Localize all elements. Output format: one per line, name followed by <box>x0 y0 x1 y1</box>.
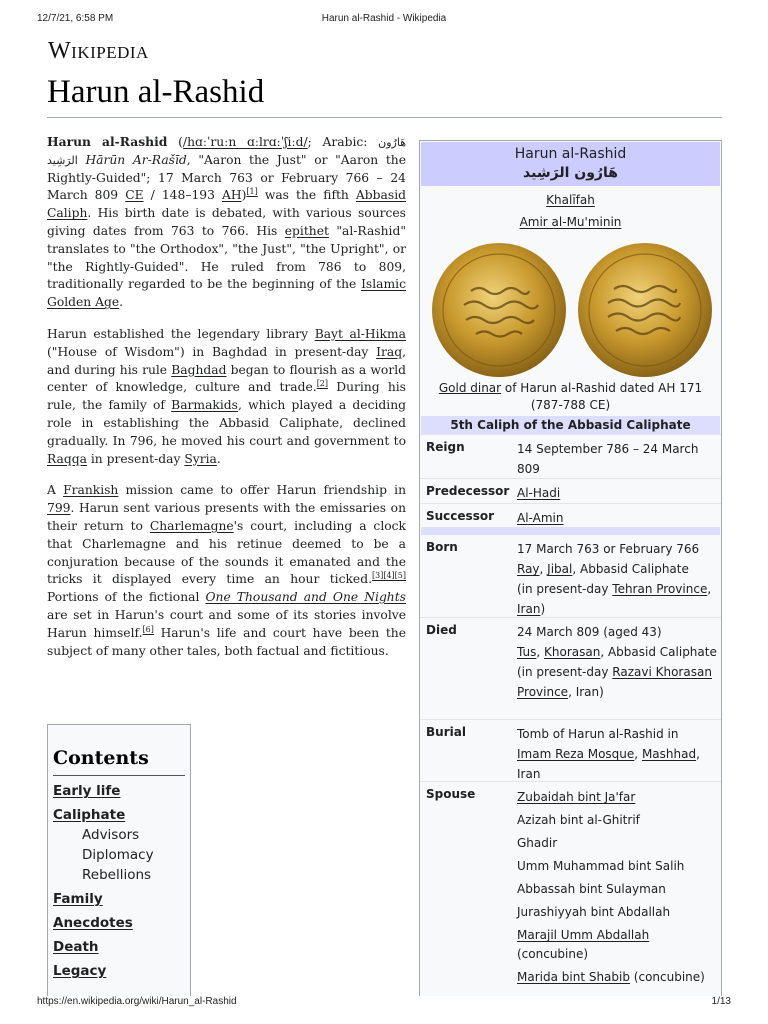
spouse-link[interactable]: Marajil Umm Abdallah <box>517 928 650 942</box>
text: Harun's life and court have been the subject of many other tales, both factual and fictitious. <box>47 625 406 658</box>
text: . <box>119 295 124 310</box>
born-date: 17 March 763 or February 766 <box>517 542 700 556</box>
title-divider <box>47 117 722 118</box>
text: ("House of Wisdom") in Baghdad in present-day <box>47 344 377 359</box>
mashhad-link[interactable]: Mashhad <box>641 747 697 761</box>
born-row <box>420 535 721 617</box>
abbasid-caliph-link[interactable]: Abbasid Caliph <box>47 188 406 221</box>
infobox-title-khalifah <box>420 193 721 207</box>
text: , which played a deciding role in establishing the Abbasid Caliphate, declined gradually. In 796, he moved his court and government to <box>47 398 406 448</box>
text: Portions of the fictional <box>47 590 206 605</box>
gold-dinar-link[interactable]: Gold dinar <box>438 381 502 395</box>
burial-row <box>420 719 721 780</box>
coin-reverse <box>578 243 712 377</box>
text: (in present-day <box>517 582 613 596</box>
toc-item-death[interactable]: Death <box>53 939 99 955</box>
golden-age-link[interactable]: Islamic Golden Age <box>47 277 406 310</box>
text: Harun established the legendary library <box>47 326 315 341</box>
successor-row <box>420 503 721 526</box>
text: ( <box>167 135 183 149</box>
text: was the fifth <box>257 188 356 203</box>
bayt-al-hikma-link[interactable]: Bayt al-Hikma <box>314 326 407 341</box>
text: ; Arabic: <box>307 135 379 149</box>
text: During his rule, the family of <box>47 380 406 413</box>
text: / 148–193 <box>143 188 222 203</box>
lead-paragraph-1 <box>47 133 406 312</box>
page-title: Harun al-Rashid <box>47 74 265 110</box>
syria-link[interactable]: Syria <box>184 451 217 466</box>
ray-link[interactable]: Ray <box>517 562 540 576</box>
ce-link[interactable]: CE <box>125 188 144 203</box>
print-url: https://en.wikipedia.org/wiki/Harun_al-Rashid <box>37 996 237 1007</box>
toc-item-family[interactable]: Family <box>53 891 103 907</box>
spouse-note: (concubine) <box>629 970 705 984</box>
text: , <box>707 582 712 596</box>
imam-reza-mosque-link[interactable]: Imam Reza Mosque <box>517 747 635 761</box>
tehran-province-link[interactable]: Tehran Province <box>612 582 708 596</box>
toc-item-anecdotes[interactable]: Anecdotes <box>53 915 133 931</box>
infobox-name: Harun al-Rashid <box>514 146 627 162</box>
burial-country: Iran <box>517 767 541 781</box>
ref-link[interactable]: [6] <box>142 624 154 634</box>
print-date: 12/7/21, 6:58 PM <box>37 13 114 24</box>
article-name: Harun al-Rashid <box>47 134 168 149</box>
spouse-label: Spouse <box>426 787 476 801</box>
text: began to flourish as a world center of knowledge, culture and trade. <box>47 362 406 395</box>
table-of-contents <box>47 724 191 996</box>
text: ) <box>241 188 247 203</box>
infobox <box>419 140 722 996</box>
raqqa-link[interactable]: Raqqa <box>47 451 87 466</box>
amir-al-muminin-link[interactable]: Amir al-Mu'minin <box>519 215 622 229</box>
text: "al-Rashid" translates to "the Orthodox", "the Just", "the Upright", or "the Rightly-Guided". He ruled from 786 to 809, traditionally regarded to be the beginning of the <box>47 223 406 292</box>
died-label: Died <box>426 623 457 637</box>
print-title: Harun al-Rashid - Wikipedia <box>321 13 447 24</box>
khalifah-link[interactable]: Khalīfah <box>546 193 595 207</box>
text: , <box>634 747 642 761</box>
spouse-name: Ghadir <box>517 836 558 850</box>
print-page-number: 1/13 <box>711 996 731 1007</box>
text: , Iran) <box>568 685 604 699</box>
text: 's court, including a clock that Charlemagne and his retinue deemed to be a conjuration because of the sounds it emanated and the tricks it displayed every time an hour ticked. <box>47 518 406 587</box>
spouse-note: (concubine) <box>517 947 589 961</box>
text: . Harun sent various presents with the emissaries on their return to <box>47 501 406 533</box>
predecessor-label: Predecessor <box>426 484 510 498</box>
tus-link[interactable]: Tus <box>517 645 537 659</box>
gold-dinar-image[interactable] <box>426 243 718 377</box>
reign-row <box>420 434 721 477</box>
coin-obverse <box>432 243 566 377</box>
burial-label: Burial <box>426 725 466 739</box>
text: in present-day <box>86 451 185 466</box>
text: ) <box>540 602 546 616</box>
baghdad-link[interactable]: Baghdad <box>171 362 227 377</box>
transliteration: Hārūn Ar-Rašīd <box>85 152 187 167</box>
wikipedia-wordmark[interactable]: Wikipedia <box>48 38 149 64</box>
frankish-link[interactable]: Frankish <box>63 483 119 498</box>
image-caption <box>424 380 717 414</box>
toc-item-early-life[interactable]: Early life <box>53 783 121 799</box>
born-label: Born <box>426 540 458 554</box>
text: A <box>47 483 64 498</box>
khorasan-link[interactable]: Khorasan <box>544 645 601 659</box>
spouse-name: Abbassah bint Sulayman <box>517 882 666 896</box>
text: , "Aaron the Just" or "Aaron the Rightly-Guided"; 17 March 763 or February 766 – 24 March 809 <box>47 152 406 203</box>
ref-link[interactable]: [1] <box>246 187 258 197</box>
ah-link[interactable]: AH <box>222 188 242 203</box>
toc-subitem-diplomacy[interactable]: Diplomacy <box>82 847 154 863</box>
text: , Abbasid Caliphate <box>600 645 717 659</box>
text: , Abbasid Caliphate <box>572 562 689 576</box>
reign-value: 14 September 786 – 24 March 809 <box>517 442 699 476</box>
successor-label: Successor <box>426 509 494 523</box>
toc-subitem-rebellions[interactable]: Rebellions <box>82 867 152 883</box>
text: , and during his rule <box>47 344 406 377</box>
ref-link[interactable]: [3][4][5] <box>372 571 406 581</box>
reign-label: Reign <box>426 440 465 454</box>
toc-item-caliphate[interactable]: Caliphate <box>53 807 126 823</box>
caliph-band: 5th Caliph of the Abbasid Caliphate <box>421 416 720 434</box>
spouse-name: Jurashiyyah bint Abdallah <box>517 905 671 919</box>
text: , <box>696 747 700 761</box>
predecessor-row <box>420 478 721 503</box>
spouse-row <box>420 781 721 996</box>
arabic-name: هَارُون الرَشِيد <box>47 136 406 167</box>
ipa-link[interactable]: /hɑːˈruːn ɑːlrɑːˈʃiːd/ <box>182 135 308 149</box>
jibal-link[interactable]: Jibal <box>547 562 573 576</box>
spouse-name: Azizah bint al-Ghitrif <box>517 813 640 827</box>
toc-item-legacy[interactable]: Legacy <box>53 963 107 979</box>
razavi-khorasan-link[interactable]: Razavi Khorasan Province <box>517 665 712 699</box>
charlemagne-link[interactable]: Charlemagne <box>149 518 234 533</box>
lead-paragraph-2 <box>47 326 406 468</box>
died-row <box>420 617 721 718</box>
infobox-name-arabic: هَارُون الرَشِيد <box>523 165 618 181</box>
iran-link[interactable]: Iran <box>517 602 541 616</box>
infobox-title-amir <box>420 215 721 229</box>
toc-title: Contents <box>53 747 185 776</box>
ref-link[interactable]: [2] <box>316 379 329 389</box>
spouse-link[interactable]: Marida bint Shabib <box>517 970 630 984</box>
burial-place: Tomb of Harun al-Rashid in <box>517 727 679 741</box>
predecessor-link[interactable]: Al-Hadi <box>517 486 561 500</box>
toc-subitem-advisors[interactable]: Advisors <box>82 827 140 843</box>
year-799-link[interactable]: 799 <box>47 501 71 516</box>
lead-paragraph-3 <box>47 482 406 660</box>
text: mission came to offer Harun friendship in <box>118 483 406 498</box>
barmakids-link[interactable]: Barmakids <box>171 398 238 413</box>
article-body <box>47 133 406 674</box>
text: (in present-day <box>517 665 613 679</box>
iraq-link[interactable]: Iraq <box>376 344 403 359</box>
text: are set in Harun's court and some of its stories involve Harun himself. <box>47 607 406 640</box>
text: . His birth date is debated, with various sources giving dates from 763 to 766. His <box>47 206 406 238</box>
text: , <box>539 562 548 576</box>
one-thousand-and-one-nights-link[interactable]: One Thousand and One Nights <box>205 590 406 605</box>
spouse-name: Umm Muhammad bint Salih <box>517 859 685 873</box>
died-date: 24 March 809 (aged 43) <box>517 625 662 639</box>
infobox-header <box>421 142 720 186</box>
caption-text: of Harun al-Rashid dated AH 171 (787-788 CE) <box>501 381 703 412</box>
epithet-link[interactable]: epithet <box>284 223 329 238</box>
successor-link[interactable]: Al-Amin <box>517 511 564 525</box>
text: , <box>536 645 545 659</box>
section-separator <box>421 527 720 535</box>
text: . <box>216 451 221 466</box>
spouse-link[interactable]: Zubaidah bint Ja'far <box>517 790 636 804</box>
